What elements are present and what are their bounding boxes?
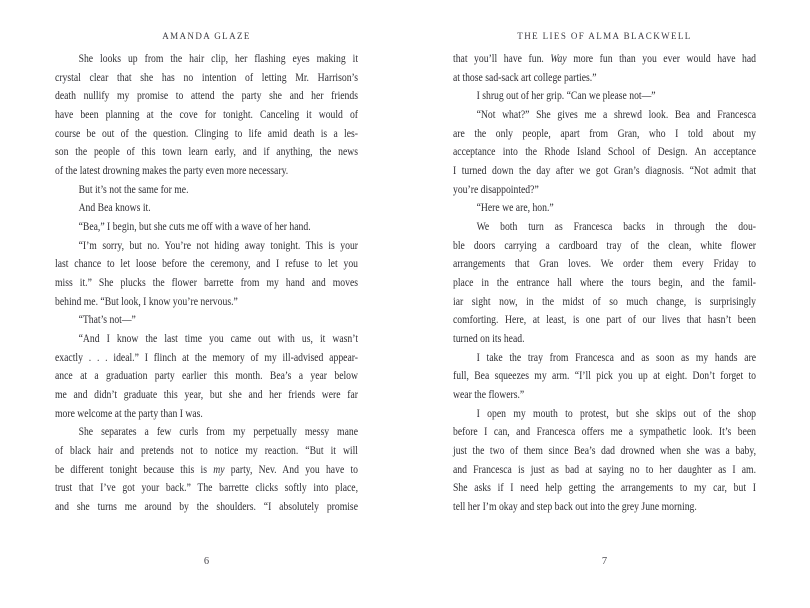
text-line: I shrug out of her grip. “Can we please not—” — [476, 90, 656, 103]
text-line: last chance to let loose before the ceremony, and I refuse to let you — [55, 258, 359, 271]
running-header-author: AMANDA GLAZE — [162, 31, 251, 41]
text-line: miss it.” She plucks the flower barrette from my hand and moves — [55, 277, 359, 290]
text-line: me and didn’t graduate this year, but she and her friends were far — [55, 389, 359, 402]
text-line: And Bea knows it. — [78, 202, 151, 215]
text-line: of black hair and pretends not to notice my reaction. “But it will — [55, 445, 359, 458]
text-line: behind me. “But look, I know you’re nervous.” — [55, 295, 238, 308]
text-line: “And I know the last time you came out with us, it wasn’t — [78, 333, 359, 346]
page-number-right: 7 — [601, 556, 608, 567]
text-line: comforting. Here, at least, is one part of our lives that hasn’t been — [453, 314, 757, 327]
text-line: exactly . . . ideal.” I flinch at the memory of my ill-advised appear- — [55, 351, 359, 364]
text-line: arrangements that Gran loves. We order them every Friday to — [453, 258, 757, 271]
text-line: But it’s not the same for me. — [78, 183, 189, 196]
text-line: and she turns me around by the shoulders. “I absolutely promise — [55, 501, 359, 514]
text-line: place in the entrance hall where the tours begin, and the famil- — [453, 277, 757, 290]
text-line: that you’ll have fun. Way more fun than you ever would have had — [453, 53, 757, 65]
text-line: I open my mouth to protest, but she skips out of the shop — [476, 407, 757, 420]
text-line: and Francesca is just as bad at saying no to her daughter as I am. — [453, 463, 757, 476]
text-line: “That’s not—” — [78, 314, 136, 327]
text-line: iar sight now, in the midst of so much change, is surprisingly — [453, 295, 757, 308]
text-line: at those sad-sack art college parties.” — [453, 71, 597, 84]
text-line: son the people of this town learn early, and if anything, the news — [55, 146, 359, 159]
text-line: before I can, and Francesca offers me a sympathetic look. It’s been — [453, 426, 757, 439]
text-line: She looks up from the hair clip, her flashing eyes making it — [78, 53, 359, 65]
right-page-body — [453, 50, 756, 517]
text-line: wear the flowers.” — [453, 389, 525, 402]
text-line: I turned down the day after we got Gran’s diagnosis. “Not admit that — [453, 165, 757, 178]
text-line: We both turn as Francesca backs in through the dou- — [476, 221, 757, 234]
text-line: just the two of them since Bea’s dad drowned when she was a baby, — [453, 445, 757, 458]
left-page-body — [55, 50, 358, 517]
text-line: have been planning at the cove for tonight. Canceling it would of — [55, 109, 359, 122]
text-line: ance at a graduation party earlier this month. Bea’s a year below — [55, 370, 359, 383]
text-line: She asks if I need help getting the arrangements to my car, but I — [453, 482, 757, 495]
text-line: trust that I’ve got your back.” The barrette clicks softly into place, — [55, 482, 359, 495]
text-line: “Not what?” She gives me a shrewd look. Bea and Francesca — [476, 109, 757, 122]
text-line: turned on its head. — [453, 333, 525, 346]
text-line: you’re disappointed?” — [453, 183, 539, 196]
right-page — [405, 0, 810, 608]
text-line: course be out of the question. Clinging to life amid death is a les- — [55, 127, 359, 140]
text-line: more welcome at the party than I was. — [55, 407, 203, 420]
text-line: “I’m sorry, but no. You’re not hiding away tonight. This is your — [78, 239, 359, 252]
text-line: crystal clear that she has no intention of letting Mr. Harrison’s — [55, 71, 359, 84]
text-line: tell her I’m okay and step back out into the grey June morning. — [453, 501, 697, 514]
page-number-left: 6 — [203, 556, 210, 567]
text-line: I take the tray from Francesca and as soon as my hands are — [476, 351, 757, 364]
text-line: “Here we are, hon.” — [476, 202, 554, 215]
text-line: “Bea,” I begin, but she cuts me off with a wave of her hand. — [78, 221, 311, 234]
text-line: be different tonight because this is my party, Nev. And you have to — [55, 463, 359, 476]
text-line: ble doors carrying a cardboard tray of the clean, white flower — [453, 239, 757, 252]
text-line: are the only people, apart from Gran, who I told about my — [453, 127, 757, 140]
text-line: of the latest drowning makes the party even more necessary. — [55, 165, 289, 178]
text-line: acceptance into the Rhode Island School of Design. An acceptance — [453, 146, 757, 159]
running-header-title: THE LIES OF ALMA BLACKWELL — [517, 31, 692, 41]
text-line: death nullify my promise to attend the party she and her friends — [55, 90, 359, 103]
text-line: She separates a few curls from my perpetually messy mane — [78, 426, 359, 439]
text-line: full, Bea squeezes my arm. “I’ll pick you up at eight. Don’t forget to — [453, 370, 757, 383]
